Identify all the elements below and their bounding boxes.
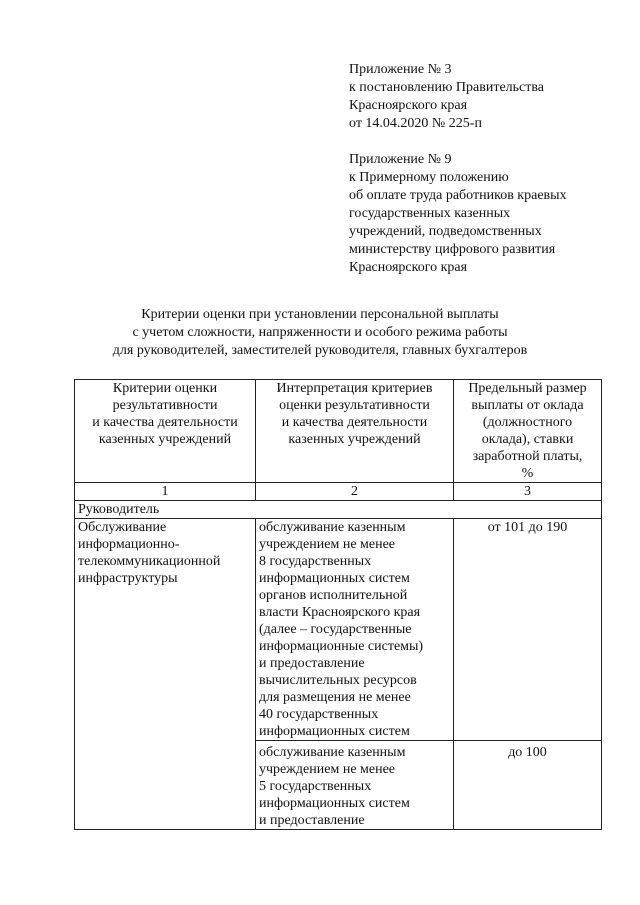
- annex-line: государственных казенных: [349, 206, 511, 221]
- header-line: и качества деятельности: [92, 415, 238, 430]
- header-interpretation: [256, 380, 454, 483]
- annex-line: Красноярского края: [349, 98, 468, 113]
- table-row: [75, 519, 602, 741]
- annex-line: Приложение № 9: [349, 152, 452, 167]
- annex-line: учреждений, подведомственных: [349, 224, 542, 239]
- column-number-row: [75, 483, 602, 501]
- header-criteria: [75, 380, 256, 483]
- header-line: %: [521, 466, 534, 481]
- column-number: 3: [454, 483, 602, 501]
- header-line: Интерпретация критериев: [276, 381, 433, 396]
- header-line: казенных учреждений: [288, 432, 421, 447]
- column-number: 1: [75, 483, 256, 501]
- interpretation-cell: [256, 519, 454, 741]
- interpretation-line: для размещения не менее: [259, 690, 411, 705]
- annex-line: Красноярского края: [349, 260, 468, 275]
- interpretation-line: вычислительных ресурсов: [259, 673, 417, 688]
- annex-line: Приложение № 3: [349, 62, 452, 77]
- header-line: Критерии оценки: [112, 381, 218, 396]
- section-row: [75, 501, 602, 519]
- header-max-payment: [454, 380, 602, 483]
- criterion-line: телекоммуникационной: [78, 554, 221, 569]
- column-number: 2: [256, 483, 454, 501]
- title-line: с учетом сложности, напряженности и особого режима работы: [132, 325, 508, 340]
- header-line: оценки результативности: [279, 398, 430, 413]
- header-line: и качества деятельности: [281, 415, 428, 430]
- interpretation-line: обслуживание казенным: [259, 520, 406, 535]
- header-line: выплаты от оклада: [471, 398, 584, 413]
- interpretation-line: 5 государственных: [259, 779, 372, 794]
- interpretation-line: учреждением не менее: [259, 537, 396, 552]
- criteria-table: [74, 379, 602, 830]
- annex-9-reference: [349, 151, 609, 277]
- interpretation-line: и предоставление: [259, 656, 365, 671]
- interpretation-line: власти Красноярского края: [259, 605, 421, 620]
- section-label: Руководитель: [75, 501, 602, 519]
- interpretation-line: обслуживание казенным: [259, 745, 406, 760]
- criterion-line: инфраструктуры: [78, 571, 178, 586]
- annex-line: об оплате труда работников краевых: [349, 188, 567, 203]
- interpretation-line: учреждением не менее: [259, 762, 396, 777]
- title-line: для руководителей, заместителей руководителя, главных бухгалтеров: [112, 343, 528, 358]
- criterion-line: Обслуживание: [78, 520, 167, 535]
- header-line: заработной платы,: [472, 449, 583, 464]
- rate-cell: до 100: [454, 741, 602, 830]
- annex-line: к постановлению Правительства: [349, 80, 545, 95]
- annex-line: к Примерному положению: [349, 170, 509, 185]
- interpretation-line: и предоставление: [259, 813, 365, 828]
- annex-line: министерству цифрового развития: [349, 242, 556, 257]
- interpretation-line: (далее – государственные: [259, 622, 412, 637]
- header-line: казенных учреждений: [98, 432, 232, 447]
- annex-line: от 14.04.2020 № 225-п: [349, 116, 482, 131]
- interpretation-line: информационных систем: [259, 724, 410, 739]
- title-line: Критерии оценки при установлении персональной выплаты: [141, 307, 499, 322]
- interpretation-cell: [256, 741, 454, 830]
- interpretation-line: 8 государственных: [259, 554, 372, 569]
- interpretation-line: информационные системы): [259, 639, 424, 654]
- header-line: Предельный размер: [468, 381, 587, 396]
- interpretation-line: информационных систем: [259, 796, 410, 811]
- header-line: результативности: [112, 398, 218, 413]
- document-title: [0, 306, 640, 360]
- interpretation-line: органов исполнительной: [259, 588, 408, 603]
- rate-cell: от 101 до 190: [454, 519, 602, 741]
- annex-3-reference: [349, 61, 609, 133]
- interpretation-line: 40 государственных: [259, 707, 379, 722]
- criterion-line: информационно-: [78, 537, 180, 552]
- header-line: оклада), ставки: [481, 432, 574, 447]
- table-header-row: [75, 380, 602, 483]
- header-line: (должностного: [482, 415, 573, 430]
- criterion-cell: [75, 519, 256, 830]
- interpretation-line: информационных систем: [259, 571, 410, 586]
